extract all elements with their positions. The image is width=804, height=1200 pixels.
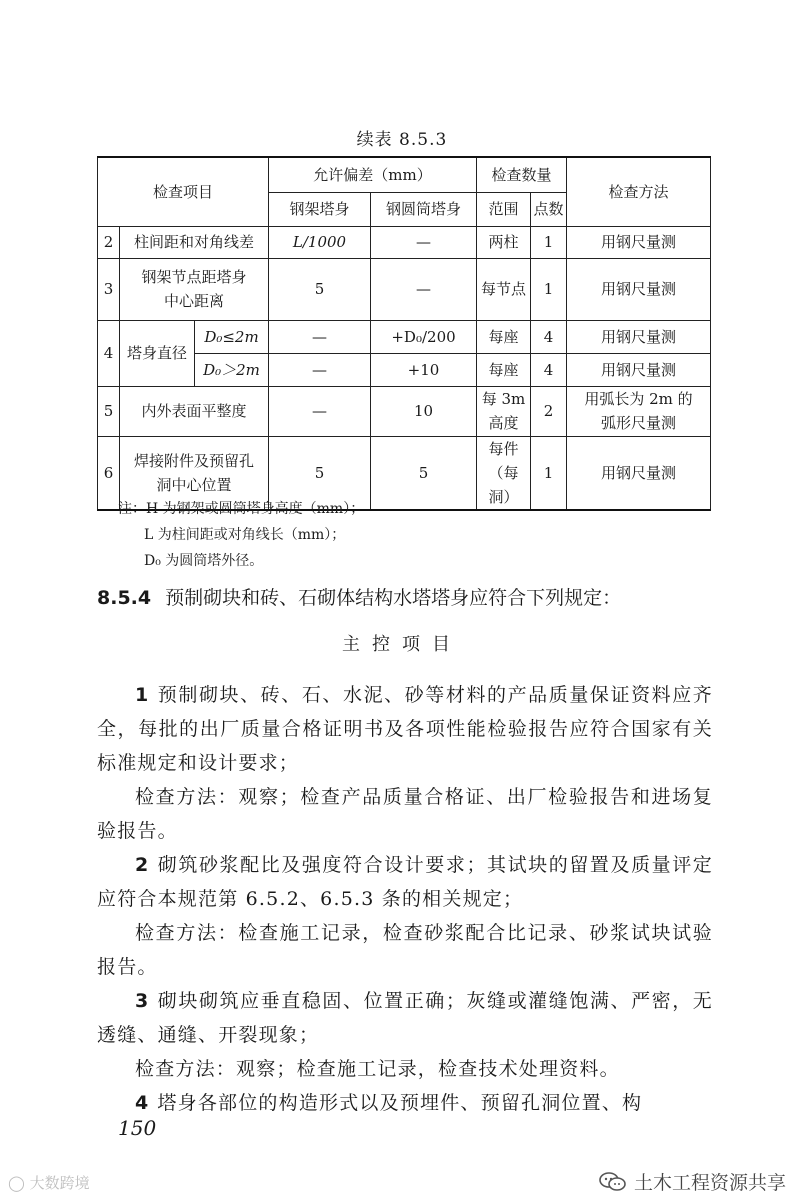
row-tube: — bbox=[371, 226, 477, 258]
row-tube: +D₀/200 bbox=[371, 320, 477, 353]
paragraph-text: 砌块砌筑应垂直稳固、位置正确；灰缝或灌缝饱满、严密，无透缝、通缝、开裂现象； bbox=[97, 990, 713, 1046]
paragraph-text: 检查方法：检查施工记录，检查砂浆配合比记录、砂浆试块试验报告。 bbox=[97, 922, 713, 978]
paragraph-text: 砌筑砂浆配比及强度符合设计要求；其试块的留置及质量评定应符合本规范第 6.5.2、6.5.3 条的相关规定； bbox=[97, 854, 713, 910]
header-scope: 范围 bbox=[477, 192, 531, 226]
row-method: 用钢尺量测 bbox=[567, 436, 711, 510]
clause-number: 4 bbox=[135, 1092, 150, 1114]
note-line: D₀ 为圆筒塔外径。 bbox=[144, 553, 264, 569]
paragraph bbox=[97, 1086, 713, 1120]
row-points: 4 bbox=[531, 353, 567, 386]
row-item-line: 中心距离 bbox=[163, 292, 224, 310]
header-points: 点数 bbox=[531, 192, 567, 226]
table-row bbox=[98, 320, 711, 353]
row-tube: — bbox=[371, 258, 477, 320]
section-heading bbox=[97, 583, 621, 610]
row-scope bbox=[477, 436, 531, 510]
section-title: 预制砌块和砖、石砌体结构水塔塔身应符合下列规定： bbox=[165, 587, 622, 609]
row-item-line: 钢架节点距塔身 bbox=[141, 268, 247, 286]
row-tube: +10 bbox=[371, 353, 477, 386]
subsection-title: 主控项目 bbox=[342, 634, 462, 655]
paragraph-text: 检查方法：观察；检查产品质量合格证、出厂检验报告和进场复验报告。 bbox=[97, 786, 713, 842]
row-no: 2 bbox=[98, 226, 120, 258]
row-scope-line: 每件 bbox=[488, 439, 519, 458]
clause-number: 2 bbox=[135, 854, 150, 876]
row-method-line: 用弧长为 2m 的 bbox=[584, 390, 693, 408]
clause-number: 3 bbox=[135, 990, 150, 1012]
row-points: 1 bbox=[531, 436, 567, 510]
row-scope: 两柱 bbox=[477, 226, 531, 258]
row-method bbox=[567, 386, 711, 436]
row-scope bbox=[477, 386, 531, 436]
row-scope-line: （每洞） bbox=[488, 463, 519, 506]
paragraph bbox=[97, 1052, 713, 1086]
clause-number: 1 bbox=[135, 684, 150, 706]
row-method-line: 弧形尺量测 bbox=[601, 414, 677, 432]
row-no: 5 bbox=[98, 386, 120, 436]
header-quantity: 检查数量 bbox=[477, 157, 567, 192]
page-number: 150 bbox=[118, 1116, 157, 1140]
row-item-line: 焊接附件及预留孔 bbox=[133, 451, 254, 470]
note-line: L 为柱间距或对角线长（mm）； bbox=[144, 527, 346, 543]
row-scope-line: 每 3m bbox=[481, 390, 526, 408]
watermark-left-text: 大数跨境 bbox=[29, 1174, 90, 1192]
paragraph bbox=[97, 916, 713, 984]
row-points: 2 bbox=[531, 386, 567, 436]
row-no: 4 bbox=[98, 320, 120, 386]
paragraph bbox=[97, 984, 713, 1052]
row-method: 用钢尺量测 bbox=[567, 353, 711, 386]
header-steel-frame: 钢架塔身 bbox=[269, 192, 371, 226]
watermark-right bbox=[598, 1168, 786, 1195]
wechat-icon bbox=[598, 1171, 628, 1193]
row-tube: 5 bbox=[371, 436, 477, 510]
watermark-right-text: 土木工程资源共享 bbox=[633, 1172, 786, 1194]
row-item: 塔身直径 bbox=[120, 320, 195, 386]
table-caption: 续表 8.5.3 bbox=[356, 130, 448, 150]
row-points: 4 bbox=[531, 320, 567, 353]
row-scope-line: 高度 bbox=[488, 414, 519, 432]
row-condition: D₀≤2m bbox=[195, 320, 269, 353]
header-item: 检查项目 bbox=[98, 157, 269, 226]
row-no: 3 bbox=[98, 258, 120, 320]
paragraph-text: 塔身各部位的构造形式以及预埋件、预留孔洞位置、构 bbox=[157, 1092, 643, 1114]
table-row bbox=[98, 258, 711, 320]
row-frame: — bbox=[269, 320, 371, 353]
section-number: 8.5.4 bbox=[97, 587, 152, 609]
paragraph-text: 检查方法：观察；检查施工记录，检查技术处理资料。 bbox=[135, 1058, 620, 1080]
row-condition: D₀＞2m bbox=[195, 353, 269, 386]
row-item: 内外表面平整度 bbox=[120, 386, 269, 436]
table-row bbox=[98, 226, 711, 258]
row-item: 柱间距和对角线差 bbox=[120, 226, 269, 258]
row-item-line: 洞中心位置 bbox=[156, 475, 232, 494]
row-frame: 5 bbox=[269, 436, 371, 510]
body-text bbox=[97, 678, 713, 1120]
row-frame: — bbox=[269, 353, 371, 386]
row-no: 6 bbox=[98, 436, 120, 510]
row-tube: 10 bbox=[371, 386, 477, 436]
header-method: 检查方法 bbox=[567, 157, 711, 226]
row-points: 1 bbox=[531, 258, 567, 320]
header-tolerance: 允许偏差（mm） bbox=[269, 157, 477, 192]
table-notes bbox=[118, 496, 364, 574]
row-scope: 每座 bbox=[477, 353, 531, 386]
paragraph-text: 预制砌块、砖、石、水泥、砂等材料的产品质量保证资料应齐全，每批的出厂质量合格证明书及各项性能检验报告应符合国家有关标准规定和设计要求； bbox=[97, 684, 713, 774]
inspection-table bbox=[97, 156, 711, 511]
row-method: 用钢尺量测 bbox=[567, 258, 711, 320]
row-item bbox=[120, 258, 269, 320]
watermark-logo-icon: ◯ bbox=[8, 1174, 25, 1192]
row-method: 用钢尺量测 bbox=[567, 320, 711, 353]
row-frame: — bbox=[269, 386, 371, 436]
table-row bbox=[98, 386, 711, 436]
row-points: 1 bbox=[531, 226, 567, 258]
row-scope: 每座 bbox=[477, 320, 531, 353]
row-frame: 5 bbox=[269, 258, 371, 320]
header-steel-tube: 钢圆筒塔身 bbox=[371, 192, 477, 226]
paragraph bbox=[97, 678, 713, 780]
note-line: 注：H 为钢架或圆筒塔身高度（mm）； bbox=[118, 501, 365, 517]
row-method: 用钢尺量测 bbox=[567, 226, 711, 258]
row-frame: L/1000 bbox=[269, 226, 371, 258]
row-scope: 每节点 bbox=[477, 258, 531, 320]
paragraph bbox=[97, 780, 713, 848]
paragraph bbox=[97, 848, 713, 916]
watermark-left bbox=[8, 1172, 90, 1193]
